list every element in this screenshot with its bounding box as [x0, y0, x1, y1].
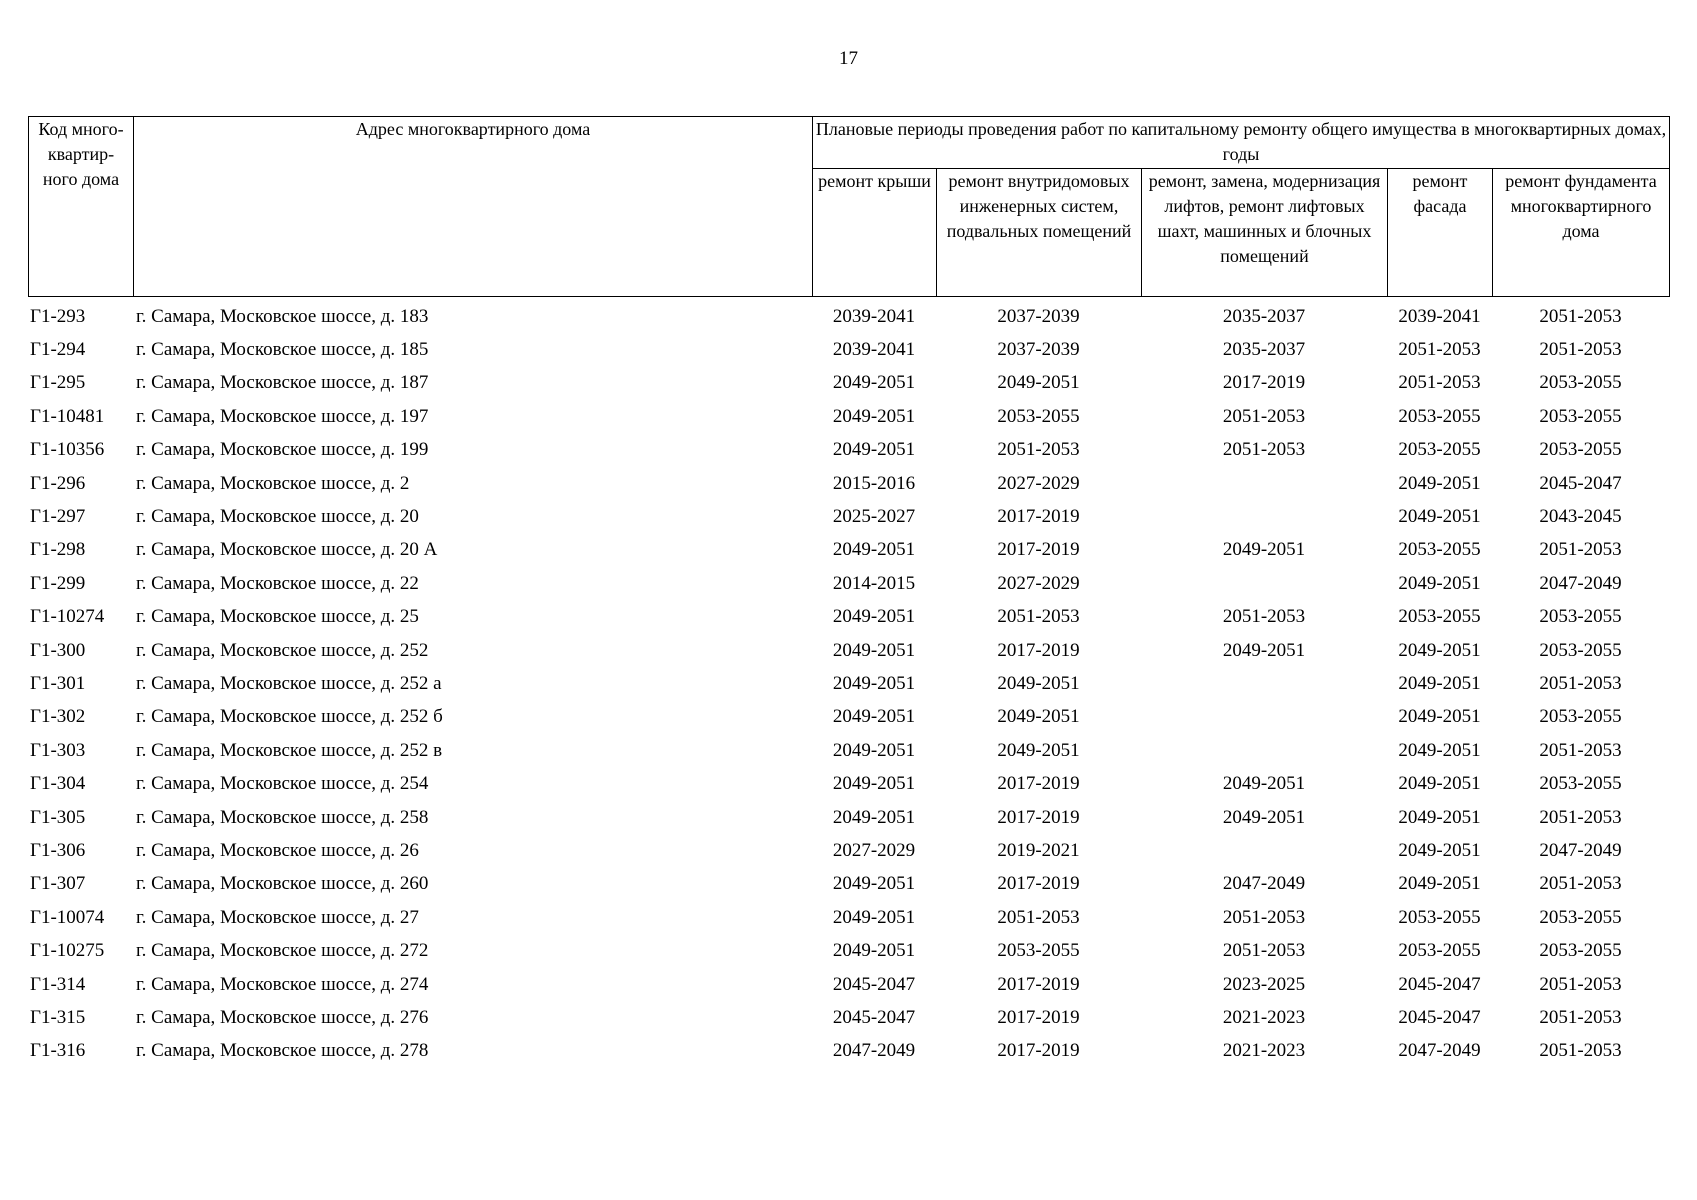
cell-facade: 2053-2055 [1398, 439, 1481, 461]
cell-facade: 2045-2047 [1398, 973, 1481, 995]
cell-roof: 2049-2051 [832, 739, 916, 761]
header-address: Адрес многоквартирного дома [134, 117, 813, 297]
cell-code: Г1-316 [30, 1040, 86, 1062]
cell-systems: 2017-2019 [997, 639, 1080, 661]
cell-code: Г1-10274 [30, 606, 105, 628]
cell-foundation: 2051-2053 [1539, 739, 1622, 761]
cell-roof: 2049-2051 [832, 906, 916, 928]
cell-systems: 2019-2021 [997, 839, 1080, 861]
cell-systems: 2049-2051 [997, 706, 1080, 728]
header-roof: ремонт крыши [813, 169, 937, 297]
cell-elevators: 2051-2053 [1222, 439, 1306, 461]
cell-code: Г1-301 [30, 672, 86, 694]
cell-elevators: 2049-2051 [1222, 773, 1306, 795]
cell-elevators: 2047-2049 [1222, 873, 1306, 895]
cell-facade: 2051-2053 [1398, 339, 1481, 361]
cell-foundation: 2047-2049 [1539, 839, 1622, 861]
cell-address: г. Самара, Московское шоссе, д. 254 [136, 773, 429, 795]
cell-address: г. Самара, Московское шоссе, д. 27 [136, 906, 419, 928]
cell-facade: 2053-2055 [1398, 940, 1481, 962]
cell-systems: 2049-2051 [997, 739, 1080, 761]
cell-foundation: 2051-2053 [1539, 672, 1622, 694]
cell-foundation: 2053-2055 [1539, 773, 1622, 795]
cell-elevators: 2051-2053 [1222, 405, 1306, 427]
table-row [28, 667, 1669, 700]
cell-code: Г1-10356 [30, 439, 105, 461]
cell-elevators: 2035-2037 [1222, 305, 1306, 327]
cell-facade: 2049-2051 [1398, 572, 1481, 594]
table-row [28, 567, 1669, 600]
cell-foundation: 2051-2053 [1539, 1006, 1622, 1028]
cell-systems: 2017-2019 [997, 539, 1080, 561]
cell-address: г. Самара, Московское шоссе, д. 199 [136, 439, 429, 461]
cell-systems: 2017-2019 [997, 506, 1080, 528]
cell-roof: 2049-2051 [832, 639, 916, 661]
cell-foundation: 2053-2055 [1539, 906, 1622, 928]
cell-address: г. Самара, Московское шоссе, д. 185 [136, 339, 429, 361]
cell-code: Г1-10074 [30, 906, 105, 928]
cell-roof: 2039-2041 [832, 339, 916, 361]
table-row [28, 801, 1669, 834]
cell-roof: 2039-2041 [832, 305, 916, 327]
cell-roof: 2049-2051 [832, 806, 916, 828]
cell-systems: 2051-2053 [997, 439, 1080, 461]
cell-address: г. Самара, Московское шоссе, д. 252 [136, 639, 429, 661]
cell-facade: 2045-2047 [1398, 1006, 1481, 1028]
cell-roof: 2049-2051 [832, 672, 916, 694]
cell-code: Г1-304 [30, 773, 86, 795]
cell-facade: 2053-2055 [1398, 405, 1481, 427]
cell-code: Г1-295 [30, 372, 86, 394]
cell-elevators: 2017-2019 [1222, 372, 1306, 394]
table-row [28, 634, 1669, 667]
page-number: 17 [839, 48, 858, 69]
cell-facade: 2049-2051 [1398, 672, 1481, 694]
cell-systems: 2049-2051 [997, 372, 1080, 394]
cell-address: г. Самара, Московское шоссе, д. 183 [136, 305, 429, 327]
cell-code: Г1-298 [30, 539, 86, 561]
cell-elevators: 2035-2037 [1222, 339, 1306, 361]
table-row [28, 500, 1669, 533]
table-row [28, 467, 1669, 500]
cell-roof: 2047-2049 [832, 1040, 916, 1062]
cell-foundation: 2051-2053 [1539, 305, 1622, 327]
cell-roof: 2049-2051 [832, 539, 916, 561]
cell-roof: 2045-2047 [832, 1006, 916, 1028]
cell-address: г. Самара, Московское шоссе, д. 274 [136, 973, 429, 995]
cell-foundation: 2051-2053 [1539, 539, 1622, 561]
cell-code: Г1-10481 [30, 405, 105, 427]
cell-systems: 2037-2039 [997, 339, 1080, 361]
cell-address: г. Самара, Московское шоссе, д. 276 [136, 1006, 429, 1028]
cell-foundation: 2051-2053 [1539, 1040, 1622, 1062]
cell-foundation: 2051-2053 [1539, 806, 1622, 828]
table-row [28, 834, 1669, 867]
cell-roof: 2049-2051 [832, 940, 916, 962]
cell-facade: 2049-2051 [1398, 839, 1481, 861]
cell-code: Г1-306 [30, 839, 86, 861]
cell-facade: 2049-2051 [1398, 639, 1481, 661]
cell-address: г. Самара, Московское шоссе, д. 252 в [136, 739, 443, 761]
cell-facade: 2051-2053 [1398, 372, 1481, 394]
cell-elevators: 2021-2023 [1222, 1040, 1306, 1062]
cell-systems: 2037-2039 [997, 305, 1080, 327]
table-header [28, 116, 1670, 297]
table-row [28, 333, 1669, 366]
table-row [28, 534, 1669, 567]
cell-foundation: 2047-2049 [1539, 572, 1622, 594]
table-row [28, 434, 1669, 467]
table-row [28, 901, 1669, 934]
cell-address: г. Самара, Московское шоссе, д. 252 а [136, 672, 442, 694]
cell-systems: 2017-2019 [997, 1040, 1080, 1062]
cell-foundation: 2051-2053 [1539, 339, 1622, 361]
table-row [28, 767, 1669, 800]
cell-foundation: 2053-2055 [1539, 372, 1622, 394]
cell-elevators: 2051-2053 [1222, 940, 1306, 962]
cell-facade: 2039-2041 [1398, 305, 1481, 327]
header-elevators: ремонт, замена, модернизация лифтов, ремонт лифтовых шахт, машинных и блочных помещений [1142, 169, 1388, 297]
cell-facade: 2053-2055 [1398, 906, 1481, 928]
cell-address: г. Самара, Московское шоссе, д. 20 [136, 506, 419, 528]
cell-code: Г1-299 [30, 572, 86, 594]
cell-foundation: 2053-2055 [1539, 606, 1622, 628]
cell-facade: 2049-2051 [1398, 506, 1481, 528]
cell-foundation: 2053-2055 [1539, 439, 1622, 461]
table-row [28, 601, 1669, 634]
cell-address: г. Самара, Московское шоссе, д. 26 [136, 839, 419, 861]
cell-elevators: 2051-2053 [1222, 906, 1306, 928]
cell-address: г. Самара, Московское шоссе, д. 252 б [136, 706, 443, 728]
cell-roof: 2027-2029 [832, 839, 916, 861]
cell-foundation: 2045-2047 [1539, 472, 1622, 494]
cell-address: г. Самара, Московское шоссе, д. 260 [136, 873, 429, 895]
cell-code: Г1-294 [30, 339, 86, 361]
cell-foundation: 2053-2055 [1539, 639, 1622, 661]
table-row [28, 968, 1669, 1001]
cell-roof: 2014-2015 [832, 572, 916, 594]
cell-systems: 2017-2019 [997, 773, 1080, 795]
cell-address: г. Самара, Московское шоссе, д. 25 [136, 606, 419, 628]
table-row [28, 1001, 1669, 1034]
cell-roof: 2025-2027 [832, 506, 916, 528]
header-code: Код много-квартир-ного дома [29, 117, 134, 297]
cell-systems: 2027-2029 [997, 572, 1080, 594]
table-row [28, 934, 1669, 967]
cell-systems: 2053-2055 [997, 940, 1080, 962]
cell-foundation: 2051-2053 [1539, 973, 1622, 995]
cell-systems: 2017-2019 [997, 1006, 1080, 1028]
cell-systems: 2053-2055 [997, 405, 1080, 427]
table-row [28, 367, 1669, 400]
cell-systems: 2027-2029 [997, 472, 1080, 494]
cell-roof: 2045-2047 [832, 973, 916, 995]
cell-systems: 2017-2019 [997, 806, 1080, 828]
cell-code: Г1-307 [30, 873, 86, 895]
cell-address: г. Самара, Московское шоссе, д. 187 [136, 372, 429, 394]
table-body [28, 300, 1669, 1068]
cell-code: Г1-293 [30, 305, 86, 327]
cell-roof: 2049-2051 [832, 439, 916, 461]
cell-elevators: 2051-2053 [1222, 606, 1306, 628]
cell-roof: 2049-2051 [832, 706, 916, 728]
cell-code: Г1-315 [30, 1006, 86, 1028]
table-row [28, 734, 1669, 767]
cell-foundation: 2053-2055 [1539, 940, 1622, 962]
cell-roof: 2049-2051 [832, 873, 916, 895]
cell-systems: 2051-2053 [997, 906, 1080, 928]
cell-elevators: 2049-2051 [1222, 806, 1306, 828]
cell-facade: 2053-2055 [1398, 606, 1481, 628]
cell-facade: 2049-2051 [1398, 472, 1481, 494]
cell-elevators: 2049-2051 [1222, 539, 1306, 561]
cell-address: г. Самара, Московское шоссе, д. 22 [136, 572, 419, 594]
cell-facade: 2047-2049 [1398, 1040, 1481, 1062]
cell-foundation: 2043-2045 [1539, 506, 1622, 528]
cell-facade: 2049-2051 [1398, 806, 1481, 828]
cell-foundation: 2051-2053 [1539, 873, 1622, 895]
header-systems: ремонт внутридомовых инженерных систем, подвальных помещений [937, 169, 1142, 297]
cell-elevators: 2049-2051 [1222, 639, 1306, 661]
cell-systems: 2017-2019 [997, 973, 1080, 995]
cell-code: Г1-314 [30, 973, 86, 995]
table-row [28, 868, 1669, 901]
cell-roof: 2049-2051 [832, 372, 916, 394]
table-row [28, 300, 1669, 333]
cell-code: Г1-297 [30, 506, 86, 528]
cell-roof: 2049-2051 [832, 606, 916, 628]
header-periods: Плановые периоды проведения работ по капитальному ремонту общего имущества в многоквартирных домах, годы [813, 117, 1670, 169]
cell-systems: 2051-2053 [997, 606, 1080, 628]
cell-code: Г1-303 [30, 739, 86, 761]
cell-systems: 2017-2019 [997, 873, 1080, 895]
cell-foundation: 2053-2055 [1539, 405, 1622, 427]
cell-address: г. Самара, Московское шоссе, д. 197 [136, 405, 429, 427]
cell-roof: 2049-2051 [832, 405, 916, 427]
cell-roof: 2049-2051 [832, 773, 916, 795]
cell-roof: 2015-2016 [832, 472, 916, 494]
table-row [28, 400, 1669, 433]
cell-code: Г1-305 [30, 806, 86, 828]
cell-address: г. Самара, Московское шоссе, д. 2 [136, 472, 410, 494]
table-row [28, 1035, 1669, 1068]
cell-facade: 2049-2051 [1398, 706, 1481, 728]
cell-elevators: 2021-2023 [1222, 1006, 1306, 1028]
table-row [28, 701, 1669, 734]
header-foundation: ремонт фундамента многоквартирного дома [1493, 169, 1670, 297]
cell-facade: 2053-2055 [1398, 539, 1481, 561]
cell-code: Г1-10275 [30, 940, 105, 962]
cell-address: г. Самара, Московское шоссе, д. 20 А [136, 539, 438, 561]
cell-elevators: 2023-2025 [1222, 973, 1306, 995]
cell-code: Г1-300 [30, 639, 86, 661]
cell-code: Г1-302 [30, 706, 86, 728]
cell-systems: 2049-2051 [997, 672, 1080, 694]
cell-address: г. Самара, Московское шоссе, д. 272 [136, 940, 429, 962]
cell-code: Г1-296 [30, 472, 86, 494]
cell-address: г. Самара, Московское шоссе, д. 278 [136, 1040, 429, 1062]
header-facade: ремонт фасада [1388, 169, 1493, 297]
cell-facade: 2049-2051 [1398, 739, 1481, 761]
cell-address: г. Самара, Московское шоссе, д. 258 [136, 806, 429, 828]
cell-foundation: 2053-2055 [1539, 706, 1622, 728]
cell-facade: 2049-2051 [1398, 773, 1481, 795]
cell-facade: 2049-2051 [1398, 873, 1481, 895]
